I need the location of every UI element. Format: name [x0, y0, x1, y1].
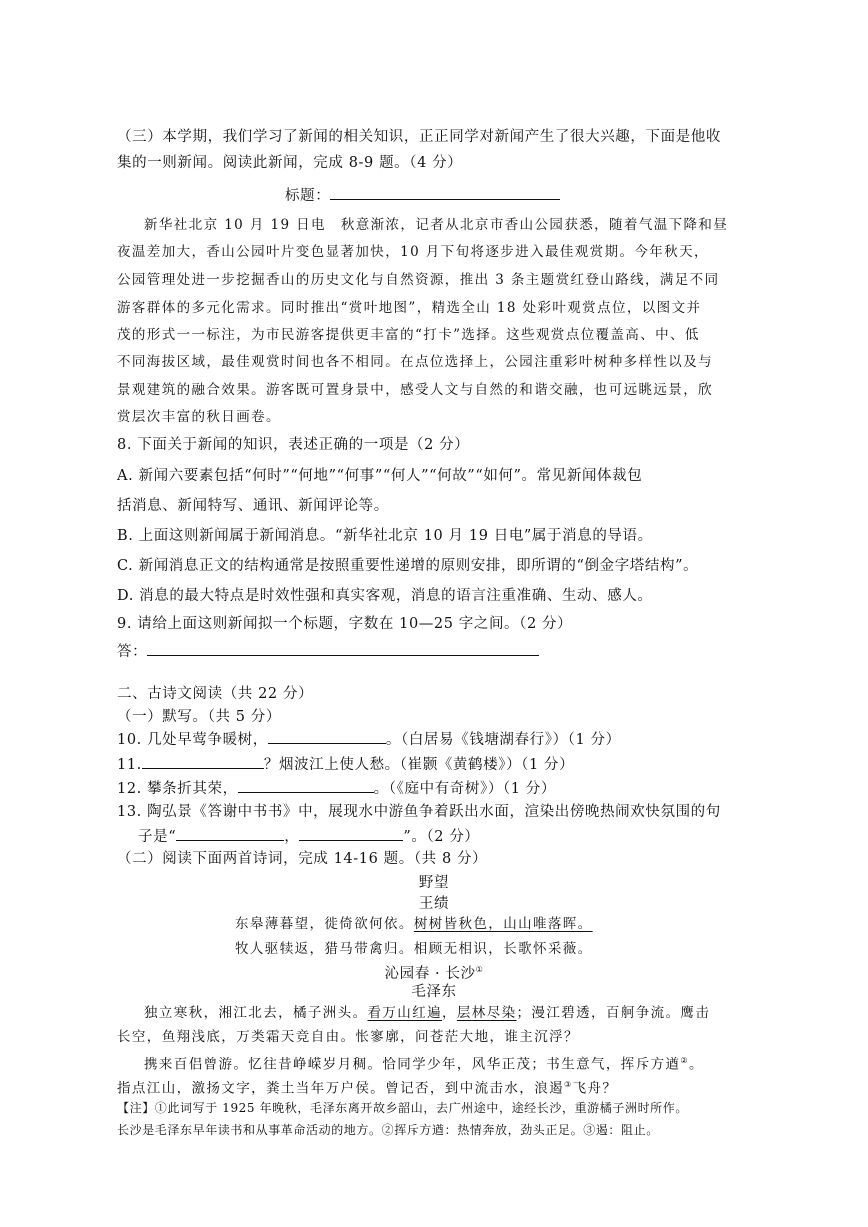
q13-line2 [138, 826, 480, 847]
q10-blank[interactable] [268, 729, 386, 744]
q12-blank[interactable] [238, 778, 374, 793]
q13-blank-1[interactable] [176, 826, 284, 841]
notes-line1: 【注】①此词写于 1925 年晚秋，毛泽东离开故乡韶山，去广州途中，途经长沙，重游橘子洲时所作。 [117, 1101, 688, 1115]
part2-sub1: （一）默写。（共 5 分） [117, 709, 281, 725]
q13-l2-start: 子是“ [138, 829, 177, 845]
poem2-l1-underline-2: 层林尽染 [456, 1005, 517, 1021]
q8-option-b: B. 上面这则新闻属于新闻消息。“新华社北京 10 月 19 日电”属于消息的导语。 [117, 528, 653, 544]
q11-row [117, 754, 574, 775]
poem2-l4-footnote-mark: ③ [564, 1080, 573, 1089]
poem1-line1 [235, 914, 593, 934]
part2-sub2: （二）阅读下面两首诗词，完成 14-16 题。（共 8 分） [117, 851, 488, 867]
poem2-title [0, 960, 868, 984]
q8-stem: 8. 下面关于新闻的知识，表述正确的一项是（2 分） [117, 437, 470, 453]
q8-option-c: C. 新闻消息正文的结构通常是按照重要性递增的原则安排，即所谓的“倒金字塔结构”。 [117, 558, 699, 574]
notes-line2: 长沙是毛泽东早年读书和从事革命活动的地方。②挥斥方遒：热情奔放，劲头正足。③遏：阻止。 [117, 1123, 659, 1137]
news-title-row [285, 185, 560, 206]
poem2-l4-end: 飞舟？ [572, 1080, 618, 1097]
section3-intro-line2: 集的一则新闻。阅读此新闻，完成 8-9 题。（4 分） [117, 155, 463, 171]
poem2-l3-footnote-mark: ② [680, 1056, 689, 1065]
q8-option-a-line2: 括消息、新闻特写、通讯、新闻评论等。 [117, 498, 389, 514]
q9-stem: 9. 请给上面这则新闻拟一个标题，字数在 10—25 字之间。（2 分） [117, 616, 573, 632]
news-line-6: 不同海拔区域，最佳观赏时间也各不相同。在点位选择上，公园注重彩叶树种多样性以及与 [117, 354, 713, 370]
poem2-title-text: 沁园春 · 长沙 [384, 965, 476, 982]
poem2-line4 [117, 1075, 617, 1099]
news-line-4: 游客群体的多元化需求。同时推出“赏叶地图”，精选全山 18 处彩叶观赏点位，以图文并 [117, 300, 702, 316]
q11-start: 11. [117, 757, 142, 773]
q8-option-a-line1: A. 新闻六要素包括“何时”“何地”“何事”“何人”“何故”“如何”。常见新闻体裁包 [117, 468, 643, 484]
q12-start: 12. 攀条折其荣， [117, 781, 238, 797]
q9-answer-blank[interactable] [147, 641, 539, 656]
q9-answer-label: 答： [117, 644, 148, 660]
news-title-blank[interactable] [330, 185, 560, 200]
poem2-line3 [144, 1051, 704, 1075]
poem2-line1 [144, 1003, 710, 1023]
poem1-title: 野望 [418, 875, 450, 891]
q11-blank[interactable] [142, 754, 264, 769]
q13-blank-2[interactable] [299, 826, 403, 841]
news-line-8: 赏层次丰富的秋日画卷。 [117, 409, 281, 425]
q9-answer-row [117, 641, 539, 662]
section3-intro-line1: （三）本学期，我们学习了新闻的相关知识，正正同学对新闻产生了很大兴趣，下面是他收 [117, 129, 721, 145]
poem2-l1-underline-1: 看万山红遍 [367, 1005, 442, 1021]
q10-end: 。（白居易《钱塘湖春行》）（1 分） [385, 732, 621, 748]
poem2-title-footnote-mark: ① [475, 965, 484, 974]
poem1-line1-underlined: 树树皆秋色，山山唯落晖。 [413, 916, 593, 932]
poem2-l3-text: 携来百侣曾游。忆往昔峥嵘岁月稠。恰同学少年，风华正茂；书生意气，挥斥方遒 [144, 1056, 681, 1073]
news-line-2: 夜温差加大，香山公园叶片变色显著加快，10 月下旬将逐步进入最佳观赏期。今年秋天， [117, 244, 709, 260]
poem1-line1-plain: 东皋薄暮望，徙倚欲何依。 [235, 916, 414, 932]
q11-end: ？烟波江上使人愁。（崔颢《黄鹤楼》）（1 分） [263, 757, 575, 773]
poem2-l1-c: ；漫江碧透，百舸争流。鹰击 [516, 1005, 711, 1021]
poem2-line2: 长空，鱼翔浅底，万类霜天竞自由。怅寥廓，问苍茫大地，谁主沉浮？ [117, 1029, 579, 1045]
q13-line1: 13. 陶弘景《答谢中书书》中，展现水中游鱼争着跃出水面，渲染出傍晚热闹欢快氛围的句 [117, 804, 721, 820]
poem1-line2: 牧人驱犊返，猎马带禽归。相顾无相识，长歌怀采薇。 [235, 941, 593, 957]
news-title-label: 标题： [285, 188, 331, 204]
part2-heading: 二、古诗文阅读（共 22 分） [117, 686, 314, 702]
q8-option-d: D. 消息的最大特点是时效性强和真实客观，消息的语言注重准确、生动、感人。 [117, 588, 653, 604]
news-line-7: 景观建筑的融合效果。游客既可置身景中，感受人文与自然的和谐交融，也可远眺远景，欣 [117, 382, 713, 398]
poem2-l3-end: 。 [688, 1056, 704, 1073]
q12-row [117, 778, 556, 799]
news-line-5: 茂的形式一一标注，为市民游客提供更丰富的“打卡”选择。这些观赏点位覆盖高、中、低 [117, 327, 700, 343]
q10-start: 10. 几处早莺争暖树， [117, 732, 268, 748]
poem2-l1-b: ， [442, 1005, 457, 1021]
poem2-author: 毛泽东 [411, 984, 457, 1000]
q12-end: 。（《庭中有奇树》）（1 分） [373, 781, 557, 797]
poem2-l4-text: 指点江山，激扬文字，粪土当年万户侯。曾记否，到中流击水，浪遏 [117, 1080, 564, 1097]
q13-l2-mid: ， [284, 829, 300, 845]
news-line-1: 新华社北京 10 月 19 日电 秋意渐浓，记者从北京市香山公园获悉，随着气温下降和昼 [144, 217, 729, 233]
poem1-author: 王绩 [418, 896, 450, 912]
news-line-3: 公园管理处进一步挖掘香山的历史文化与自然资源，推出 3 条主题赏红登山路线，满足不同 [117, 272, 720, 288]
q10-row [117, 729, 621, 750]
poem2-l1-a: 独立寒秋，湘江北去，橘子洲头。 [144, 1005, 368, 1021]
q13-l2-end: ”。（2 分） [403, 829, 480, 845]
